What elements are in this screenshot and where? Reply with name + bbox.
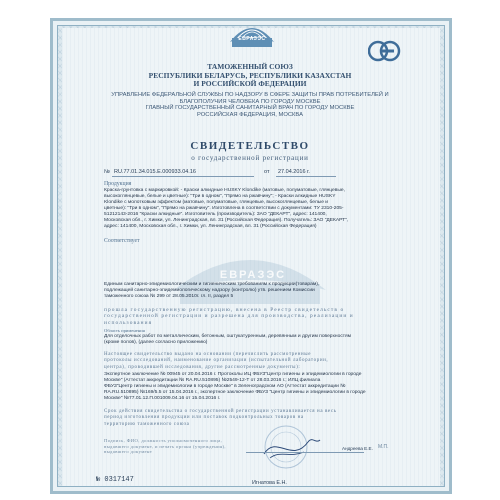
basis-line: Экспертное заключение № 00945 от 20.04.2016 г. Протоколы ИЦ ФБУЗ"Центр гигиены и эпидемиологии в городе [104, 372, 362, 377]
certificate-subtitle: о государственной регистрации [191, 154, 309, 162]
product-line: Московская обл., г. Химки, ул. Ленинградская, вл. 31 (Российская Федерация). Получатель: ЗАО "ДЕКАРТ", [104, 218, 349, 223]
signature-note-line: Подпись, ФИО, должность уполномоченного лица, [104, 438, 223, 443]
authority-line: ГЛАВНЫЙ ГОСУДАРСТВЕННЫЙ САНИТАРНЫЙ ВРАЧ ПО ГОРОДУ МОСКВЕ [145, 105, 355, 112]
registration-date: 27.04.2016 г. [278, 169, 310, 175]
registration-note-line: государственной регистрации и разрешена для производства, реализации и [104, 313, 354, 320]
signature-note-line: выдавшего документ [104, 449, 153, 455]
authority-line: РОССИЙСКАЯ ФЕДЕРАЦИЯ, МОСКВА [197, 111, 303, 118]
area-of-use-line: (кроме полов), (далее согласно приложению) [104, 340, 208, 345]
number-prefix: № [104, 169, 110, 175]
product-line: 51212143-2016 "Краски алкидные". Изготовитель (производитель): ЗАО "ДЕКАРТ", адрес: 141400, [104, 212, 327, 217]
official-stamp-icon [246, 424, 326, 470]
registration-note-line: использования [104, 319, 153, 326]
basis-documents [104, 372, 404, 402]
certificate-title: СВИДЕТЕЛЬСТВО [190, 140, 310, 152]
union-line: ТАМОЖЕННЫЙ СОЮЗ [207, 62, 293, 71]
basis-note-line: Настоящее свидетельство выдано на основании (перечислить рассмотренные [104, 352, 312, 357]
registration-note-line: прошла государственную регистрацию, внесена в Реестр свидетельств о [104, 307, 345, 313]
printed-name: Игнатова Е.Н. [252, 480, 287, 486]
union-heading [80, 63, 420, 89]
date-prefix: от [264, 169, 270, 175]
area-of-use-label: Область применения [104, 328, 145, 333]
compliance-line: подлежащей санитарно-эпидемиологическому надзору (контролю) утв. решением Комиссии [104, 288, 315, 293]
union-line: И РОССИЙСКОЙ ФЕДЕРАЦИИ [193, 79, 307, 88]
seal-place-caption: М.П. [378, 444, 389, 450]
number-underline [112, 176, 254, 177]
registration-note [104, 307, 404, 326]
signature-note-line: выдавшего документ, и печать органа (учреждения), [104, 443, 226, 449]
compliance-label: Соответствует [104, 238, 140, 244]
product-description [104, 188, 404, 230]
basis-note-line: протоколы исследований, наименование организации (испытательной лаборатории, [104, 358, 329, 364]
signature-line [246, 452, 364, 453]
basis-line: Москве" №77.01.12.П.001009.04.16 от 15.04.2016 г. [104, 396, 221, 401]
compliance-line: таможенного союза № 299 от 28.05.2010г. гл. II, раздел 5 [104, 294, 234, 299]
area-of-use-line: Для отделочных работ по металлическим, бетонным, оштукатуренным, деревянным и другим поверхностям [104, 334, 352, 339]
compliance-text [104, 282, 404, 300]
union-line: РЕСПУБЛИКИ БЕЛАРУСЬ, РЕСПУБЛИКИ КАЗАХСТАН [148, 70, 352, 80]
product-line: высокоглянцевые, белые и цветные): "Три в одном", "Прямо на ржавчину"; - Краски алкидные HUSKY [104, 194, 336, 199]
authority-heading [80, 92, 420, 118]
signature-note [104, 438, 244, 455]
basis-line: Москве" (Аттестат аккредитации № RA.RU.510895) №2549-12-Т от 28.03.2016 г.; ИЛЦ филиала [104, 378, 321, 383]
blank-serial-number: № 0317147 [96, 476, 134, 484]
validity-note-line: Срок действия свидетельства о государственной регистрации устанавливается на весь [104, 409, 337, 414]
compliance-line: Единым санитарно-эпидемиологическим и гигиеническим требованиям к продукции(товарам), [104, 282, 320, 287]
authority-line: БЛАГОПОЛУЧИЯ ЧЕЛОВЕКА ПО ГОРОДУ МОСКВЕ [179, 98, 321, 105]
basis-line: RA.RU.510895) №169/5.5 от 15.04.2016 г., экспертное заключение ФБУЗ "Центр гигиены и эпидемиологии в городе [104, 390, 366, 395]
basis-note [104, 352, 404, 371]
watermark-text: ЕВРАЗЭС [219, 269, 287, 281]
product-line: Klondike с молотковым эффектом (матовые, полуматовые, глянцевые, высокоглянцевые, белые и [104, 200, 329, 205]
emblem-label: ЕВРАЗЭС [238, 36, 266, 42]
authority-line: УПРАВЛЕНИЕ ФЕДЕРАЛЬНОЙ СЛУЖБЫ ПО НАДЗОРУ В СФЕРЕ ЗАЩИТЫ ПРАВ ПОТРЕБИТЕЛЕЙ И [111, 92, 389, 98]
signatory-name: Андреева Е.Е. [342, 446, 373, 451]
basis-note-line: центра), проводившей исследования, другие рассмотренные документы): [104, 364, 301, 370]
product-line: адрес: 141400, Московская обл., г. Химки, ул. Ленинградская, вл. 31 (Российская Федерация) [104, 224, 317, 229]
date-underline [276, 176, 336, 177]
registration-number: RU.77.01.34.015.E.000933.04.16 [114, 169, 196, 175]
basis-line: ФБУЗ"Центр гигиены и эпидемиологии в городе Москве" в Зеленоградском АО (Аттестат аккредитации № [104, 384, 346, 389]
product-line: цветные): "Три в одном", "Прямо на ржавчину". Изготовлена в соответствии с документами: ТУ 2310-205- [104, 206, 344, 211]
eurasec-emblem-icon [228, 18, 276, 52]
product-line: Краска-грунтовка с маркировкой: - Краски алкидные HUSKY Klondike (матовые, полуматовые, глянцевые, [104, 188, 345, 193]
validity-note-line: территорию таможенного союза [104, 421, 190, 427]
product-label: Продукция [104, 181, 132, 187]
customs-union-mark-icon [368, 38, 402, 64]
validity-note-line: период изготовления продукции или поставок подконтрольных товаров на [104, 415, 304, 421]
area-of-use-text [104, 334, 404, 346]
